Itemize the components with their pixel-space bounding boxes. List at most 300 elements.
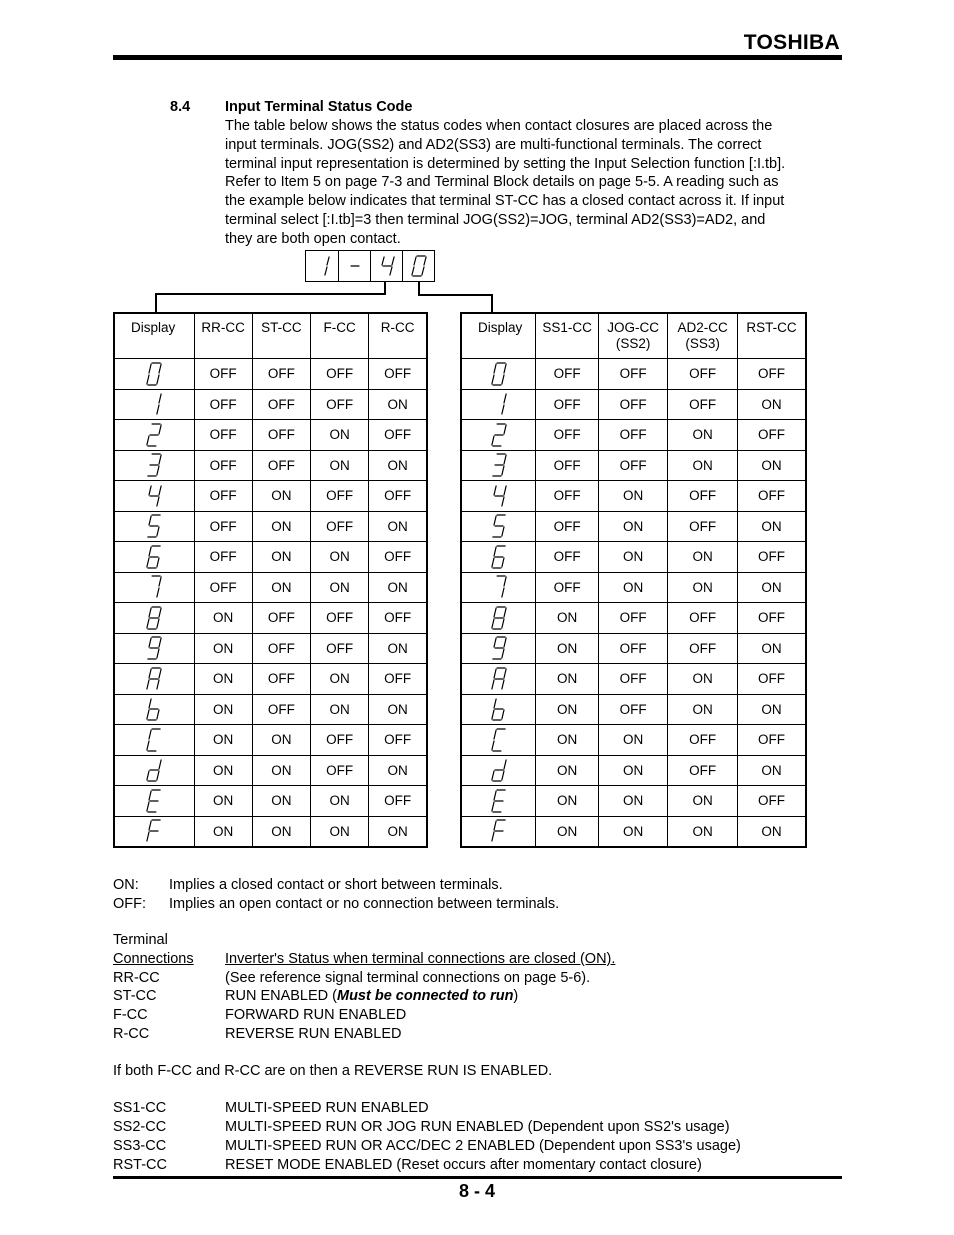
status-cell: ON <box>536 633 599 664</box>
table-row <box>114 664 427 695</box>
status-cell: OFF <box>252 389 310 420</box>
display-code-4 <box>146 483 162 509</box>
terminal-heading: Terminal <box>113 932 168 948</box>
status-cell: ON <box>369 633 427 664</box>
display-code-C <box>146 727 162 753</box>
example-display <box>305 250 435 282</box>
segment-e <box>147 710 149 719</box>
table-row <box>461 664 806 695</box>
display-code-7 <box>491 574 507 600</box>
status-cell: OFF <box>536 511 599 542</box>
terminal-description: RESET MODE ENABLED (Reset occurs after momentary contact closure) <box>225 1157 702 1173</box>
display-code-0 <box>491 361 507 387</box>
status-cell: OFF <box>369 786 427 817</box>
status-cell: ON <box>369 389 427 420</box>
display-code-b <box>146 696 162 722</box>
terminal-heading-col2: Inverter's Status when terminal connections are closed (ON). <box>225 951 616 967</box>
status-cell: ON <box>194 725 252 756</box>
example-segment-1 <box>314 254 330 278</box>
table-row <box>461 694 806 725</box>
display-code-cell <box>114 420 194 451</box>
status-cell: ON <box>598 542 668 573</box>
terminal-description: REVERSE RUN ENABLED <box>225 1026 402 1042</box>
status-cell: OFF <box>536 420 599 451</box>
status-cell: OFF <box>194 542 252 573</box>
terminal-description-pre: RUN ENABLED ( <box>225 988 337 1004</box>
table-row <box>114 725 427 756</box>
status-cell: OFF <box>536 389 599 420</box>
terminal-label: SS2-CC <box>113 1119 167 1135</box>
table-row <box>461 572 806 603</box>
example-digit-1 <box>306 251 339 281</box>
intro-line: terminal select [:I.tb]=3 then terminal JOG(SS2)=JOG, terminal AD2(SS3)=AD2, and <box>225 211 766 228</box>
status-cell: ON <box>668 572 738 603</box>
segment-c <box>157 466 159 475</box>
column-header: Display <box>114 313 194 359</box>
status-cell: ON <box>311 694 369 725</box>
segment-f <box>494 486 496 495</box>
intro-paragraph <box>225 117 835 249</box>
example-segment-0 <box>411 254 427 278</box>
status-cell: ON <box>737 816 806 847</box>
segment-e <box>492 771 494 780</box>
display-code-cell <box>461 755 536 786</box>
segment-e <box>492 832 494 841</box>
status-cell: OFF <box>668 359 738 390</box>
display-code-1 <box>491 391 507 417</box>
status-cell: ON <box>311 572 369 603</box>
status-cell: OFF <box>668 389 738 420</box>
table-row <box>114 786 427 817</box>
status-cell: OFF <box>252 359 310 390</box>
table-row <box>461 542 806 573</box>
display-code-cell <box>114 542 194 573</box>
example-digit-3 <box>371 251 403 281</box>
segment-b <box>392 257 394 265</box>
display-code-F <box>146 818 162 844</box>
status-cell: ON <box>737 633 806 664</box>
segment-b <box>504 455 506 464</box>
column-header: F-CC <box>311 313 369 359</box>
segment-b <box>159 394 161 403</box>
status-cell: ON <box>598 725 668 756</box>
segment-e <box>492 802 494 811</box>
segment-c <box>502 680 504 689</box>
terminal-heading-col1: Connections <box>113 951 194 967</box>
column-header: Display <box>461 313 536 359</box>
terminal-status-table-right <box>460 312 807 848</box>
status-cell: OFF <box>369 542 427 573</box>
table-row <box>461 420 806 451</box>
connector-line <box>418 294 492 296</box>
status-cell: OFF <box>194 511 252 542</box>
status-cell: OFF <box>737 786 806 817</box>
display-code-cell <box>114 694 194 725</box>
definition-term: OFF: <box>113 896 147 912</box>
status-cell: ON <box>252 755 310 786</box>
segment-f <box>149 821 151 830</box>
display-code-2 <box>146 422 162 448</box>
terminal-description: MULTI-SPEED RUN OR JOG RUN ENABLED (Dependent upon SS2's usage) <box>225 1119 730 1135</box>
status-cell: ON <box>536 725 599 756</box>
terminal-description: (See reference signal terminal connections on page 5-6). <box>225 970 591 986</box>
status-cell: ON <box>311 786 369 817</box>
table-row <box>114 450 427 481</box>
segment-b <box>424 257 426 265</box>
status-cell: ON <box>598 511 668 542</box>
status-cell: OFF <box>668 511 738 542</box>
display-code-6 <box>491 544 507 570</box>
status-cell: ON <box>737 511 806 542</box>
segment-b <box>159 364 161 373</box>
segment-c <box>157 588 159 597</box>
segment-b <box>327 257 329 265</box>
segment-b <box>504 486 506 495</box>
segment-c <box>502 527 504 536</box>
status-cell: ON <box>369 816 427 847</box>
status-cell: ON <box>194 664 252 695</box>
table-row <box>461 359 806 390</box>
display-code-cell <box>461 725 536 756</box>
status-cell: ON <box>369 755 427 786</box>
segment-c <box>157 375 159 384</box>
connector-line <box>491 294 493 312</box>
display-code-cell <box>461 816 536 847</box>
terminal-description: MULTI-SPEED RUN OR ACC/DEC 2 ENABLED (Dependent upon SS3's usage) <box>225 1138 741 1154</box>
segment-f <box>149 791 151 800</box>
status-cell: ON <box>194 816 252 847</box>
segment-e <box>492 680 494 689</box>
segment-f <box>149 730 151 739</box>
status-cell: OFF <box>668 481 738 512</box>
status-cell: ON <box>737 755 806 786</box>
status-cell: OFF <box>598 694 668 725</box>
status-cell: OFF <box>598 420 668 451</box>
status-cell: ON <box>668 450 738 481</box>
segment-e <box>147 771 149 780</box>
display-code-cell <box>461 694 536 725</box>
terminal-label: SS3-CC <box>113 1138 167 1154</box>
segment-b <box>504 425 506 434</box>
display-code-8 <box>491 605 507 631</box>
segment-b <box>504 364 506 373</box>
status-cell: ON <box>536 786 599 817</box>
status-cell: OFF <box>737 664 806 695</box>
status-cell: ON <box>311 420 369 451</box>
status-cell: ON <box>668 542 738 573</box>
segment-c <box>325 267 327 275</box>
terminal-status-table-left <box>113 312 428 848</box>
status-cell: OFF <box>194 450 252 481</box>
status-cell: OFF <box>252 633 310 664</box>
segment-b <box>504 608 506 617</box>
segment-e <box>492 436 494 445</box>
display-code-cell <box>461 359 536 390</box>
status-cell: OFF <box>369 359 427 390</box>
status-cell: OFF <box>536 450 599 481</box>
status-cell: OFF <box>311 359 369 390</box>
display-code-5 <box>491 513 507 539</box>
display-code-cell <box>114 572 194 603</box>
page-number: 8 - 4 <box>458 1181 496 1201</box>
segment-c <box>157 771 159 780</box>
status-cell: ON <box>668 816 738 847</box>
segment-b <box>504 669 506 678</box>
table-row <box>114 694 427 725</box>
display-code-cell <box>461 603 536 634</box>
segment-b <box>159 638 161 647</box>
status-cell: ON <box>311 816 369 847</box>
column-header: AD2-CC (SS3) <box>668 313 738 359</box>
status-cell: ON <box>194 603 252 634</box>
segment-e <box>492 741 494 750</box>
status-cell: OFF <box>311 511 369 542</box>
terminal-description: FORWARD RUN ENABLED <box>225 1007 407 1023</box>
status-cell: ON <box>194 755 252 786</box>
segment-e <box>492 558 494 567</box>
status-cell: ON <box>194 633 252 664</box>
segment-c <box>502 649 504 658</box>
segment-f <box>494 547 496 556</box>
status-cell: ON <box>598 572 668 603</box>
segment-e <box>492 375 494 384</box>
table-row <box>114 633 427 664</box>
display-code-cell <box>114 481 194 512</box>
segment-f <box>149 638 151 647</box>
terminal-description <box>225 988 518 1004</box>
segment-e <box>147 375 149 384</box>
connector-line <box>155 293 157 312</box>
status-cell: ON <box>536 603 599 634</box>
segment-e <box>492 710 494 719</box>
section-title: Input Terminal Status Code <box>225 99 413 115</box>
status-cell: OFF <box>737 603 806 634</box>
table-row <box>461 816 806 847</box>
display-code-C <box>491 727 507 753</box>
segment-f <box>494 821 496 830</box>
status-cell: ON <box>311 664 369 695</box>
status-cell: ON <box>194 786 252 817</box>
example-digit-4 <box>403 251 434 281</box>
status-cell: ON <box>252 542 310 573</box>
segment-c <box>157 558 159 567</box>
column-header: JOG-CC (SS2) <box>598 313 668 359</box>
connector-line <box>155 293 386 295</box>
display-code-9 <box>491 635 507 661</box>
status-cell: ON <box>252 572 310 603</box>
status-cell: OFF <box>252 603 310 634</box>
segment-c <box>502 771 504 780</box>
display-code-cell <box>461 450 536 481</box>
intro-line: input terminals. JOG(SS2) and AD2(SS3) are multi-functional terminals. The correct <box>225 136 762 153</box>
display-code-cell <box>114 633 194 664</box>
intro-line: the example below indicates that terminal ST-CC has a closed contact across it. If input <box>225 193 785 210</box>
segment-e <box>147 619 149 628</box>
segment-c <box>502 375 504 384</box>
segment-f <box>149 669 151 678</box>
column-header: SS1-CC <box>536 313 599 359</box>
segment-b <box>159 455 161 464</box>
status-cell: ON <box>252 481 310 512</box>
segment-e <box>492 619 494 628</box>
segment-f <box>494 638 496 647</box>
status-cell: OFF <box>194 420 252 451</box>
display-code-cell <box>114 786 194 817</box>
brand-logo: TOSHIBA <box>743 31 840 54</box>
table-row <box>114 572 427 603</box>
status-cell: OFF <box>668 755 738 786</box>
column-header: RST-CC <box>737 313 806 359</box>
table-row <box>461 603 806 634</box>
display-code-3 <box>491 452 507 478</box>
segment-f <box>494 791 496 800</box>
display-code-3 <box>146 452 162 478</box>
status-cell: OFF <box>369 481 427 512</box>
status-cell: OFF <box>252 450 310 481</box>
segment-f <box>149 364 151 373</box>
segment-c <box>502 497 504 506</box>
reverse-run-note: If both F-CC and R-CC are on then a REVERSE RUN IS ENABLED. <box>113 1063 553 1079</box>
display-code-0 <box>146 361 162 387</box>
display-code-cell <box>461 389 536 420</box>
segment-b <box>159 486 161 495</box>
table-row <box>461 786 806 817</box>
status-cell: OFF <box>598 633 668 664</box>
display-code-cell <box>461 511 536 542</box>
table-row <box>114 359 427 390</box>
segment-b <box>159 577 161 586</box>
section-number: 8.4 <box>170 99 191 115</box>
segment-f <box>382 257 384 265</box>
status-cell: OFF <box>536 572 599 603</box>
status-cell: OFF <box>194 572 252 603</box>
column-header: R-CC <box>369 313 427 359</box>
segment-b <box>159 608 161 617</box>
intro-line: they are both open contact. <box>225 230 401 247</box>
status-cell: OFF <box>311 389 369 420</box>
display-code-7 <box>146 574 162 600</box>
display-code-cell <box>114 603 194 634</box>
status-cell: OFF <box>737 420 806 451</box>
terminal-label: RR-CC <box>113 970 160 986</box>
terminal-description: MULTI-SPEED RUN ENABLED <box>225 1100 429 1116</box>
table-row <box>461 755 806 786</box>
display-code-cell <box>461 633 536 664</box>
display-code-cell <box>461 572 536 603</box>
status-cell: ON <box>737 572 806 603</box>
status-cell: OFF <box>194 389 252 420</box>
terminal-label: R-CC <box>113 1026 150 1042</box>
segment-e <box>147 436 149 445</box>
display-code-cell <box>114 755 194 786</box>
display-code-cell <box>114 725 194 756</box>
display-code-cell <box>114 359 194 390</box>
status-cell: OFF <box>311 481 369 512</box>
example-segment-- <box>347 254 363 278</box>
status-cell: ON <box>369 450 427 481</box>
status-cell: ON <box>369 511 427 542</box>
status-cell: ON <box>194 694 252 725</box>
segment-e <box>411 267 413 275</box>
segment-b <box>159 669 161 678</box>
display-code-cell <box>461 664 536 695</box>
status-cell: OFF <box>369 664 427 695</box>
status-cell: OFF <box>369 603 427 634</box>
status-cell: OFF <box>311 633 369 664</box>
status-cell: ON <box>536 755 599 786</box>
status-cell: ON <box>598 816 668 847</box>
segment-c <box>502 619 504 628</box>
status-cell: ON <box>668 694 738 725</box>
status-cell: OFF <box>369 725 427 756</box>
status-cell: ON <box>252 511 310 542</box>
status-cell: ON <box>311 450 369 481</box>
table-row <box>461 450 806 481</box>
status-cell: ON <box>311 542 369 573</box>
table-row <box>461 633 806 664</box>
status-cell: OFF <box>737 481 806 512</box>
segment-f <box>149 547 151 556</box>
display-code-1 <box>146 391 162 417</box>
status-cell: ON <box>252 816 310 847</box>
intro-line: The table below shows the status codes when contact closures are placed across the <box>225 118 773 134</box>
display-code-F <box>491 818 507 844</box>
display-code-E <box>491 788 507 814</box>
display-code-9 <box>146 635 162 661</box>
segment-e <box>147 802 149 811</box>
footer-rule <box>113 1176 842 1179</box>
segment-f <box>494 669 496 678</box>
definition-text: Implies an open contact or no connection between terminals. <box>169 896 560 912</box>
display-code-2 <box>491 422 507 448</box>
status-cell: ON <box>737 450 806 481</box>
status-cell: OFF <box>536 542 599 573</box>
column-header: RR-CC <box>194 313 252 359</box>
segment-e <box>147 558 149 567</box>
terminal-description-post: ) <box>513 988 519 1004</box>
segment-f <box>149 486 151 495</box>
segment-b <box>504 638 506 647</box>
terminal-label: F-CC <box>113 1007 148 1023</box>
table-row <box>114 420 427 451</box>
segment-c <box>502 558 504 567</box>
status-cell: OFF <box>194 481 252 512</box>
table-row <box>114 603 427 634</box>
status-cell: OFF <box>311 603 369 634</box>
display-code-5 <box>146 513 162 539</box>
segment-b <box>159 760 161 769</box>
segment-c <box>389 267 391 275</box>
status-cell: ON <box>598 755 668 786</box>
status-cell: OFF <box>536 481 599 512</box>
segment-c <box>157 619 159 628</box>
status-cell: ON <box>536 664 599 695</box>
display-code-A <box>146 666 162 692</box>
definition-text: Implies a closed contact or short between terminals. <box>169 877 503 893</box>
display-code-cell <box>114 389 194 420</box>
segment-b <box>504 760 506 769</box>
status-cell: OFF <box>252 420 310 451</box>
status-cell: OFF <box>737 725 806 756</box>
segment-f <box>494 699 496 708</box>
status-cell: ON <box>668 786 738 817</box>
display-code-cell <box>461 786 536 817</box>
intro-line: Refer to Item 5 on page 7-3 and Terminal Block details on page 5-5. A reading such as <box>225 174 779 191</box>
table-row <box>461 389 806 420</box>
column-header: ST-CC <box>252 313 310 359</box>
display-code-cell <box>114 664 194 695</box>
segment-f <box>149 608 151 617</box>
